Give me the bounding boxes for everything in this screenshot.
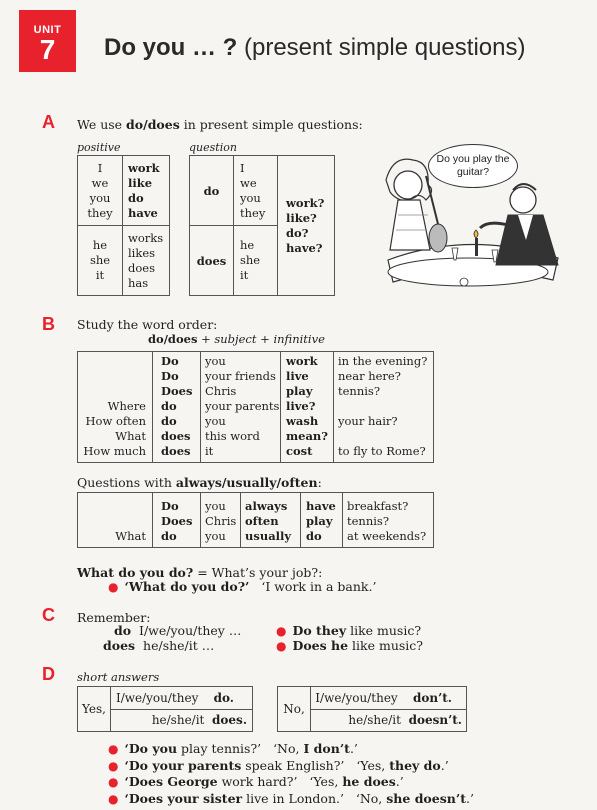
adverb-intro-bold: always/usually/often (175, 475, 318, 490)
adv-subject: you (205, 529, 226, 543)
intro-pre: We use (77, 117, 127, 132)
adv-rest-cell: breakfast? (347, 499, 409, 513)
short-answer-example (108, 741, 474, 758)
ex2-bold: Does he (292, 638, 349, 653)
pos-bot-subjects (78, 226, 123, 296)
adv-adverb: usually (245, 529, 292, 543)
ex-q-rest: speak English?’ (241, 757, 345, 773)
wo-verb: mean? (286, 429, 329, 443)
intro-post: in present simple questions: (179, 117, 363, 132)
wo-subject: you (205, 354, 226, 368)
wo-verb: cost (286, 444, 313, 458)
ex-a-bold: I don’t (303, 741, 350, 756)
ex-a-end: .’ (349, 741, 358, 756)
pos-bot-verbs (123, 226, 170, 296)
q-subject: I (240, 160, 245, 175)
wo-aux-cell: Does (161, 384, 193, 398)
adv-verb: do (306, 529, 322, 543)
no-r2-subj: he/she/it (348, 713, 401, 728)
ex-q-bold: ‘Do you (124, 741, 178, 756)
adv-aux-cell: Do (161, 499, 179, 513)
no-row-2 (311, 709, 467, 732)
remember-do-subj: I/we/you/they … (139, 623, 242, 638)
adv-question-word (78, 514, 146, 529)
title-sub: (present simple questions) (244, 34, 526, 61)
section-c-letter: C (42, 605, 55, 625)
bullet-icon: ● (108, 580, 119, 594)
wo-rest-cell: in the evening? (338, 354, 428, 368)
adv-aux (153, 493, 201, 548)
adv-question-word (78, 499, 146, 514)
remember-ex-2 (276, 638, 423, 653)
yes-r1-subj: I/we/you/they (115, 690, 199, 705)
header-do-does: do/does (148, 332, 198, 346)
q-subject: you (240, 190, 261, 205)
adv-subject: you (205, 499, 226, 513)
adv-adverbs (241, 493, 301, 548)
ex-q-rest: play tennis?’ (177, 741, 262, 756)
word-order-table (77, 351, 434, 463)
wo-question-word: How much (83, 444, 146, 458)
unit-number: 7 (39, 34, 56, 65)
pos-verb: works (128, 230, 164, 245)
header-subject: subject (214, 332, 257, 346)
pos-verb: does (128, 260, 155, 275)
no-r1-aux: don’t. (412, 690, 452, 705)
adv-subjects (201, 493, 241, 548)
wdyd-ex-a: ‘I work in a bank.’ (261, 579, 377, 594)
yes-r2-subj: he/she/it (151, 713, 205, 728)
q-subject: he (240, 238, 255, 252)
pos-subject: we (91, 175, 109, 190)
q-subject: they (240, 205, 266, 220)
q-subject: we (240, 175, 257, 190)
yes-row-1 (111, 687, 253, 710)
ex-q-bold: ‘Do your parents (124, 757, 242, 773)
what-do-you-do-line (77, 565, 322, 580)
adv-question-word: What (115, 529, 146, 543)
ex-q-rest: live in London.’ (242, 790, 344, 806)
wo-aux-cell: do (161, 399, 177, 413)
no-label: No, (278, 687, 311, 732)
adv-rest-cell: at weekends? (347, 529, 427, 543)
adverb-intro-colon: : (317, 475, 322, 490)
pos-subject: it (95, 268, 105, 282)
adv-rest-cell: tennis? (347, 514, 389, 528)
remember-do (114, 623, 241, 638)
short-answer-examples (108, 741, 474, 807)
remember-do-word: do (114, 623, 132, 638)
section-c-intro: Remember: (77, 610, 151, 625)
title-main: Do you … ? (104, 34, 238, 61)
ex-a-bold: she doesn’t (386, 790, 466, 806)
intro-bold: do/does (126, 117, 180, 132)
wo-subjects (201, 352, 281, 463)
wo-rest (334, 352, 434, 463)
pos-subject: you (89, 190, 111, 205)
yes-row-2 (111, 709, 253, 732)
q-verbs (278, 156, 335, 296)
wo-subject: your parents (205, 399, 280, 413)
adv-subject: Chris (205, 514, 237, 528)
wo-rest-cell: your hair? (338, 414, 398, 428)
ex-a-end: .’ (440, 757, 449, 773)
wo-verb: play (286, 384, 313, 398)
pos-subject: she (89, 253, 111, 267)
q-verb: have? (286, 240, 323, 255)
yes-short-answer-table (77, 686, 253, 732)
wo-question-word (78, 354, 146, 369)
q-verb: work? (286, 195, 325, 210)
bullet-icon: ● (276, 624, 287, 638)
pos-verb: has (128, 275, 149, 290)
ex-a-bold: they do (389, 757, 441, 773)
remember-ex-1 (276, 623, 421, 638)
remember-does-subj: he/she/it … (143, 638, 215, 653)
pos-subject: I (97, 160, 103, 175)
adv-verbs (301, 493, 343, 548)
bullet-icon: ● (108, 758, 119, 773)
header-plus-1: + (197, 332, 215, 346)
wo-question-word: Where (107, 399, 146, 413)
adverb-table (77, 492, 434, 548)
pos-verb: work (128, 160, 160, 175)
ex1-bold: Do they (292, 623, 347, 638)
wo-aux-cell: do (161, 414, 177, 428)
no-r1-subj: I/we/you/they (315, 690, 398, 705)
wo-subject: your friends (205, 369, 276, 383)
adverb-intro (77, 475, 322, 490)
bullet-icon: ● (108, 742, 119, 756)
q-verb: do? (286, 225, 309, 240)
wo-question-word (78, 384, 146, 399)
pos-verb: have (128, 205, 158, 220)
unit-badge (19, 10, 76, 72)
pos-verb: like (128, 175, 153, 190)
ex-a-end: .’ (465, 790, 474, 806)
wdyd-example (108, 579, 376, 594)
wo-verb: live (286, 369, 309, 383)
adv-question-words (78, 493, 153, 548)
wo-aux (153, 352, 201, 463)
q-subject: she (240, 253, 261, 267)
short-answer-example (108, 791, 474, 808)
ex2-rest: like music? (348, 638, 423, 653)
pos-verb: do (128, 190, 144, 205)
ex-q-bold: ‘Does George (124, 774, 218, 789)
positive-label: positive (77, 141, 121, 154)
no-short-answer-table (277, 686, 467, 732)
question-table (189, 155, 335, 296)
wdyd-eq: = What’s your job?: (193, 565, 323, 580)
pos-top-subjects (78, 156, 123, 226)
pos-subject: he (92, 238, 108, 252)
speech-bubble: Do you play the guitar? (428, 144, 518, 188)
wo-question-word (78, 369, 146, 384)
ex-a-bold: he does (342, 774, 396, 789)
adv-verb: have (306, 499, 336, 513)
wo-subject: you (205, 414, 226, 428)
ex-q-rest: work hard?’ (217, 774, 298, 789)
adv-verb: play (306, 514, 333, 528)
question-label: question (189, 141, 237, 154)
ex1-rest: like music? (346, 623, 422, 638)
pos-subject: they (87, 205, 113, 220)
no-r2-aux: doesn’t. (408, 713, 462, 728)
adv-rest (343, 493, 434, 548)
yes-label: Yes, (78, 687, 111, 732)
yes-r1-aux: do. (213, 690, 234, 705)
yes-r2-aux: does. (212, 713, 247, 728)
adv-adverb: always (245, 499, 288, 513)
wo-verb: wash (286, 414, 319, 428)
q-bot-subjects (234, 226, 278, 296)
ex-a-pre: ‘Yes, (309, 774, 343, 789)
header-plus-2: + (256, 332, 274, 346)
wo-aux-cell: does (161, 429, 191, 443)
remember-does (103, 638, 214, 653)
header-infinitive: infinitive (273, 332, 325, 346)
wo-verbs (281, 352, 334, 463)
wo-subject: Chris (205, 384, 237, 398)
section-a-intro (77, 117, 363, 132)
bullet-icon: ● (108, 791, 119, 806)
wo-rest-cell (338, 399, 433, 414)
wo-question-words (78, 352, 153, 463)
section-b-intro: Study the word order: (77, 317, 218, 332)
ex-a-pre: ‘No, (355, 790, 387, 806)
q-top-subjects (234, 156, 278, 226)
ex-a-pre: ‘Yes, (356, 757, 390, 773)
q-subject: it (240, 268, 249, 282)
short-answer-example (108, 774, 474, 791)
ex-a-pre: ‘No, (273, 741, 304, 756)
wo-question-word: What (115, 429, 146, 443)
positive-table (77, 155, 170, 296)
wo-rest-cell: to fly to Rome? (338, 444, 426, 458)
ex-a-end: .’ (395, 774, 404, 789)
wo-subject: it (205, 444, 214, 458)
short-answer-example (108, 758, 474, 775)
adv-aux-cell: do (161, 529, 177, 543)
wo-rest-cell (338, 429, 433, 444)
bullet-icon: ● (276, 639, 287, 653)
adv-aux-cell: Does (161, 514, 193, 528)
adverb-intro-pre: Questions with (77, 475, 176, 490)
wo-subject: this word (205, 429, 260, 443)
q-do: do (190, 156, 234, 226)
wo-aux-cell: does (161, 444, 191, 458)
section-d-letter: D (42, 664, 55, 684)
adv-adverb: often (245, 514, 279, 528)
page-title (104, 34, 525, 62)
wo-rest-cell: near here? (338, 369, 401, 383)
wdyd-ex-q: ‘What do you do?’ (124, 579, 250, 594)
wo-rest-cell: tennis? (338, 384, 380, 398)
no-row-1 (311, 687, 467, 710)
bullet-icon: ● (108, 775, 119, 789)
remember-does-word: does (103, 638, 136, 653)
section-a-letter: A (42, 112, 55, 132)
section-d-intro: short answers (77, 670, 160, 684)
q-does: does (190, 226, 234, 296)
wo-verb: live? (286, 399, 316, 413)
section-b-letter: B (42, 314, 55, 334)
q-verb: like? (286, 210, 317, 225)
word-order-header (148, 332, 325, 346)
wo-aux-cell: Do (161, 354, 179, 368)
wo-aux-cell: Do (161, 369, 179, 383)
wdyd-bold: What do you do? (77, 565, 194, 580)
pos-top-verbs (123, 156, 170, 226)
pos-verb: likes (128, 245, 156, 260)
wo-verb: work (286, 354, 318, 368)
unit-label: UNIT (33, 24, 62, 36)
ex-q-bold: ‘Does your sister (124, 790, 243, 806)
wo-question-word: How often (85, 414, 146, 428)
